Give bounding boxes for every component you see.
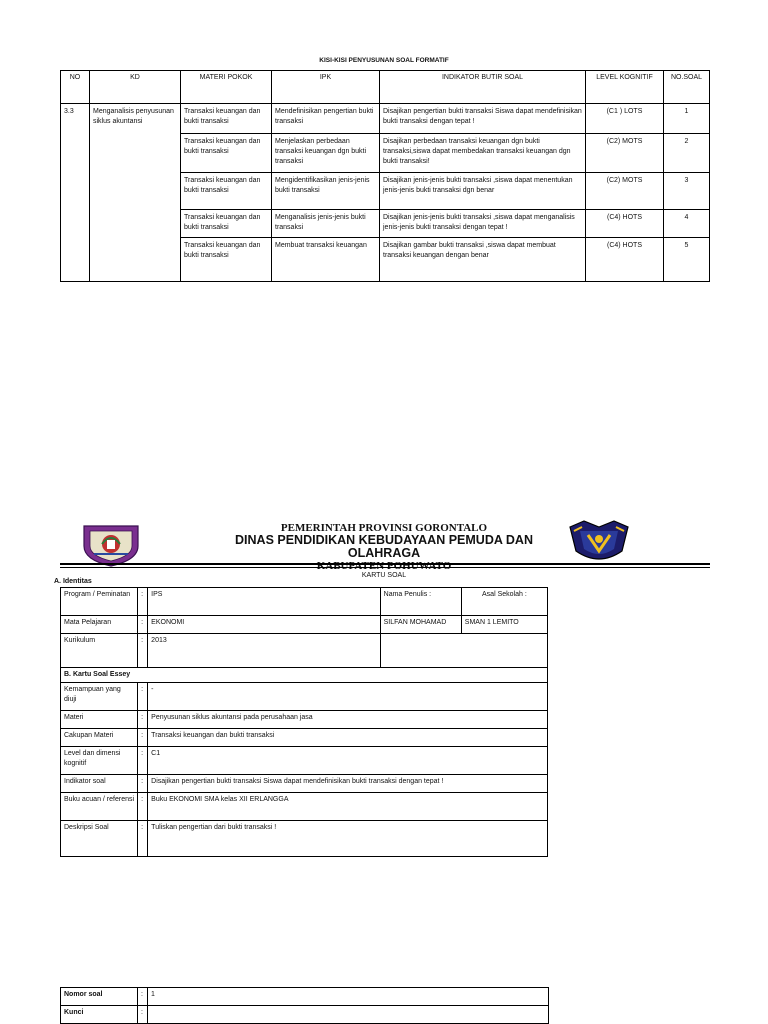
header-no-soal: NO.SOAL [664,71,710,104]
colon: : [138,988,148,1006]
nomor-soal-label: Nomor soal [61,988,138,1006]
row-label: Buku acuan / referensi [61,793,138,821]
table-row [61,821,548,857]
nosoal-cell: 5 [664,238,710,282]
ipk-cell: Mendefinisikan pengertian bukti transaksi [272,104,380,134]
kurikulum-label: Kurikulum [61,634,138,668]
ipk-cell: Membuat transaksi keuangan [272,238,380,282]
kisi-kisi-table [60,70,710,282]
table-row [61,729,548,747]
table-row [61,588,548,616]
nosoal-cell: 3 [664,173,710,210]
mapel-label: Mata Pelajaran [61,616,138,634]
header-materi-pokok: MATERI POKOK [181,71,272,104]
section-b-heading: B. Kartu Soal Essey [61,668,548,683]
nosoal-cell: 4 [664,210,710,238]
row-value: Disajikan pengertian bukti transaksi Siswa dapat mendefinisikan bukti transaksi dengan tepat ! [148,775,548,793]
empty-cell [380,634,547,668]
kurikulum-value: 2013 [148,634,380,668]
row-value: - [148,683,548,711]
materi-cell: Transaksi keuangan dan bukti transaksi [181,210,272,238]
table-row [61,104,710,134]
colon: : [138,634,148,668]
row-label: Level dan dimensi kognitif [61,747,138,775]
ipk-cell: Mengidentifikasikan jenis-jenis bukti transaksi [272,173,380,210]
kisi-header-row [61,71,710,104]
header-ipk: IPK [272,71,380,104]
kd-text: Menganalisis penyusunan siklus akuntansi [90,104,181,282]
table-row [61,793,548,821]
materi-cell: Transaksi keuangan dan bukti transaksi [181,134,272,173]
ipk-cell: Menganalisis jenis-jenis bukti transaksi [272,210,380,238]
table-row [61,634,548,668]
colon: : [138,616,148,634]
letterhead-line-3: KABUPATEN POHUWATO [316,560,452,572]
row-label: Deskripsi Soal [61,821,138,857]
colon: : [138,793,148,821]
materi-cell: Transaksi keuangan dan bukti transaksi [181,173,272,210]
kunci-value [148,1006,549,1024]
header-kd: KD [90,71,181,104]
header-level: LEVEL KOGNITIF [586,71,664,104]
row-value: Penyusunan siklus akuntansi pada perusahaan jasa [148,711,548,729]
header-no: NO [61,71,90,104]
table-row [61,616,548,634]
program-value: IPS [148,588,380,616]
kd-number: 3.3 [61,104,90,282]
nosoal-cell: 1 [664,104,710,134]
row-label: Indikator soal [61,775,138,793]
level-cell: (C4) HOTS [586,210,664,238]
kartu-soal-table [60,587,548,857]
nosoal-cell: 2 [664,134,710,173]
row-label: Kemampuan yang diuji [61,683,138,711]
letterhead-divider-thick [60,563,710,565]
colon: : [138,775,148,793]
section-a-heading: A. Identitas [54,578,92,585]
kisi-kisi-title: KISI-KISI PENYUSUNAN SOAL FORMATIF [319,57,449,64]
nama-penulis-label: Nama Penulis : [380,588,461,616]
table-row [61,711,548,729]
mapel-value: EKONOMI [148,616,380,634]
level-cell: (C2) MOTS [586,134,664,173]
letterhead-title [200,522,568,573]
program-label: Program / Peminatan [61,588,138,616]
letterhead-line-1: PEMERINTAH PROVINSI GORONTALO [280,522,488,534]
table-row [61,988,549,1006]
indikator-cell: Disajikan gambar bukti transaksi ,siswa dapat membuat transaksi keuangan dengan benar [380,238,586,282]
level-cell: (C4) HOTS [586,238,664,282]
colon: : [138,588,148,616]
nomor-soal-value: 1 [148,988,549,1006]
colon: : [138,711,148,729]
indikator-cell: Disajikan jenis-jenis bukti transaksi ,siswa dapat menganalisis jenis-jenis bukti transaksi dengan tepat ! [380,210,586,238]
row-value: Tuliskan pengertian dari bukti transaksi ! [148,821,548,857]
kartu-soal-title: KARTU SOAL [361,572,407,579]
row-value: C1 [148,747,548,775]
ipk-cell: Menjelaskan perbedaan transaksi keuangan dgn bukti transaksi [272,134,380,173]
indikator-cell: Disajikan pengertian bukti transaksi Siswa dapat mendefinisikan bukti transaksi dengan tepat ! [380,104,586,134]
colon: : [138,729,148,747]
colon: : [138,821,148,857]
pohuwato-emblem-logo [566,517,632,565]
materi-cell: Transaksi keuangan dan bukti transaksi [181,104,272,134]
row-value: Transaksi keuangan dan bukti transaksi [148,729,548,747]
materi-cell: Transaksi keuangan dan bukti transaksi [181,238,272,282]
level-cell: (C2) MOTS [586,173,664,210]
nomor-soal-table [60,987,549,1024]
colon: : [138,1006,148,1024]
row-value: Buku EKONOMI SMA kelas XII ERLANGGA [148,793,548,821]
letterhead-divider-thin [60,567,710,568]
level-cell: (C1 ) LOTS [586,104,664,134]
sekolah-value: SMAN 1 LEMITO [461,616,547,634]
table-row [61,747,548,775]
table-row [61,775,548,793]
penulis-value: SILFAN MOHAMAD [380,616,461,634]
gorontalo-emblem-logo [78,520,144,568]
row-label: Materi [61,711,138,729]
header-indikator: INDIKATOR BUTIR SOAL [380,71,586,104]
letterhead-line-2: DINAS PENDIDIKAN KEBUDAYAAN PEMUDA DAN OLAHRAGA [235,533,533,560]
table-row [61,683,548,711]
table-row [61,1006,549,1024]
colon: : [138,683,148,711]
indikator-cell: Disajikan perbedaan transaksi keuangan dgn bukti transaksi,siswa dapat membedakan transaksi keuangan dgn bukti transaksi! [380,134,586,173]
kunci-label: Kunci [61,1006,138,1024]
asal-sekolah-label: Asal Sekolah : [461,588,547,616]
indikator-cell: Disajikan jenis-jenis bukti transaksi ,siswa dapat menentukan jenis-jenis bukti transaksi dgn benar [380,173,586,210]
row-label: Cakupan Materi [61,729,138,747]
colon: : [138,747,148,775]
table-row [61,668,548,683]
